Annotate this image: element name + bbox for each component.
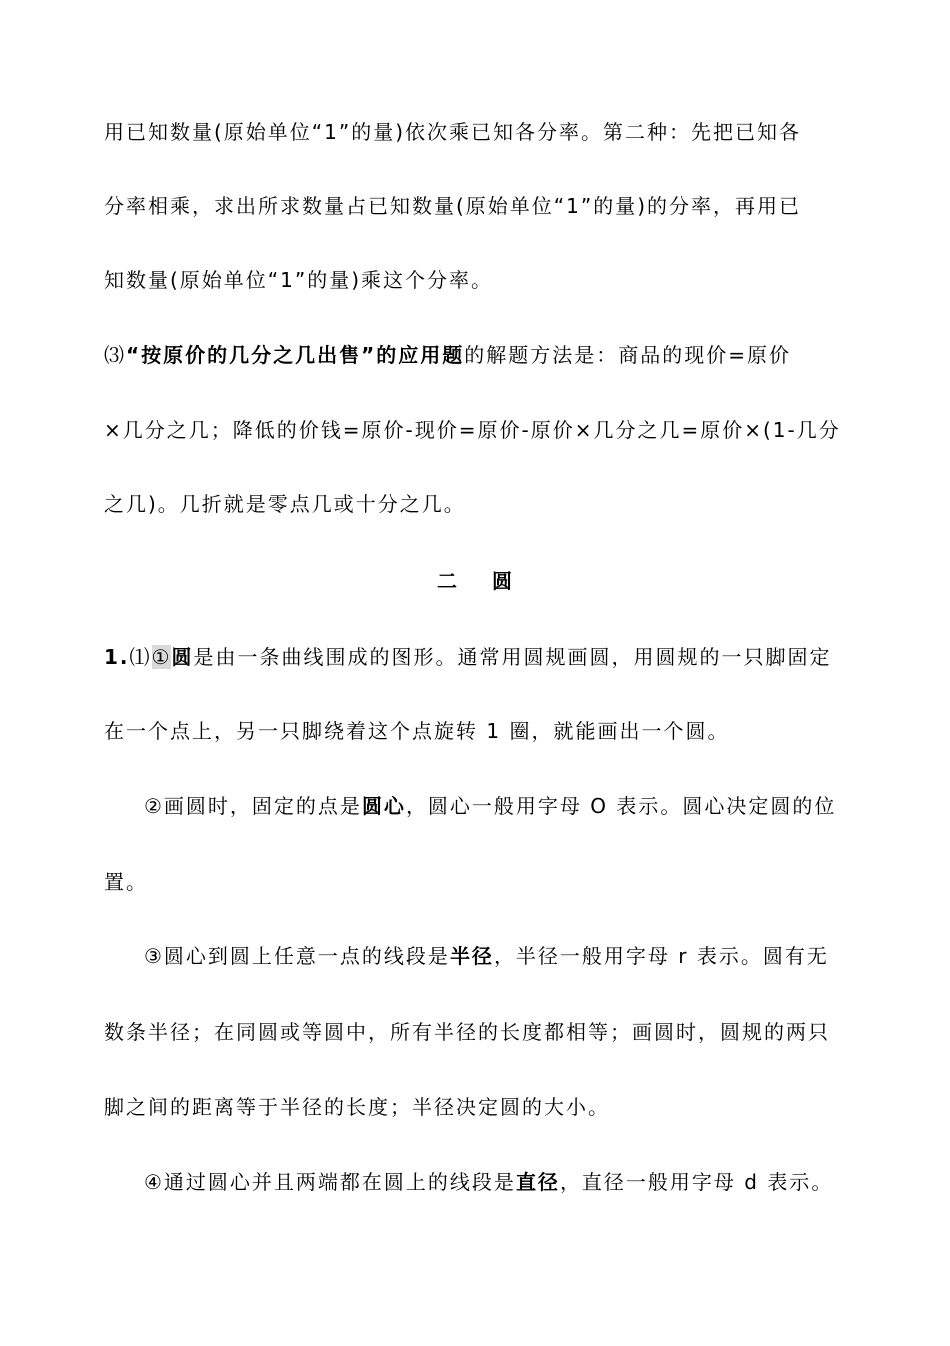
para1-line3: 知数量(原始单位“1”的量)乘这个分率。 xyxy=(104,268,494,292)
item4-post: ，直径一般用字母 d 表示。 xyxy=(559,1170,834,1194)
item4-bold-term: 直径 xyxy=(515,1170,560,1194)
section-title: 圆 xyxy=(492,569,513,593)
item3-post: ，半径一般用字母 r 表示。圆有无 xyxy=(493,944,829,968)
para2-line1-rest: 的解题方法是：商品的现价=原价 xyxy=(464,343,792,367)
item1-number: 1. xyxy=(104,645,130,669)
item1-line2: 在一个点上，另一只脚绕着这个点旋转 1 圈，就能画出一个圆。 xyxy=(104,719,730,743)
para2-line1 xyxy=(104,341,846,369)
item2-bold-term: 圆心 xyxy=(361,794,406,818)
item3-line2: 数条半径；在同圆或等圆中，所有半径的长度都相等；画圆时，圆规的两只 xyxy=(104,1020,830,1044)
section-number: 二 xyxy=(437,569,458,593)
item4-pre: ④通过圆心并且两端都在圆上的线段是 xyxy=(144,1170,516,1194)
item2-line2: 置。 xyxy=(104,870,148,894)
item3-line3: 脚之间的距离等于半径的长度；半径决定圆的大小。 xyxy=(104,1095,610,1119)
item2-line1 xyxy=(104,792,846,820)
para1-line2: 分率相乘，求出所求数量占已知数量(原始单位“1”的量)的分率，再用已 xyxy=(104,194,802,218)
para2-line3: 之几)。几折就是零点几或十分之几。 xyxy=(104,492,466,516)
item2-post: ，圆心一般用字母 O 表示。圆心决定圆的位 xyxy=(405,794,837,818)
item1-line1-rest: 是由一条曲线围成的图形。通常用圆规画圆，用圆规的一只脚固定 xyxy=(193,645,832,669)
section-heading xyxy=(0,567,950,595)
item3-bold-term: 半径 xyxy=(449,944,494,968)
item1-sub-number: ⑴ xyxy=(129,645,152,669)
para2-bold-term: “按原价的几分之几出售”的应用题 xyxy=(126,343,465,367)
item4-line1 xyxy=(104,1168,846,1196)
item1-line1 xyxy=(104,643,846,671)
item3-line1 xyxy=(104,942,846,970)
item2-pre: ②画圆时，固定的点是 xyxy=(144,794,362,818)
para1-line1: 用已知数量(原始单位“1”的量)依次乘已知各分率。第二种：先把已知各 xyxy=(104,120,802,144)
item1-mark: ① xyxy=(151,645,172,669)
para2-line2: ×几分之几；降低的价钱=原价-现价=原价-原价×几分之几=原价×(1-几分 xyxy=(104,418,841,442)
item1-bold-term: 圆 xyxy=(171,645,194,669)
item3-pre: ③圆心到圆上任意一点的线段是 xyxy=(144,944,450,968)
para2-number: ⑶ xyxy=(104,343,126,367)
